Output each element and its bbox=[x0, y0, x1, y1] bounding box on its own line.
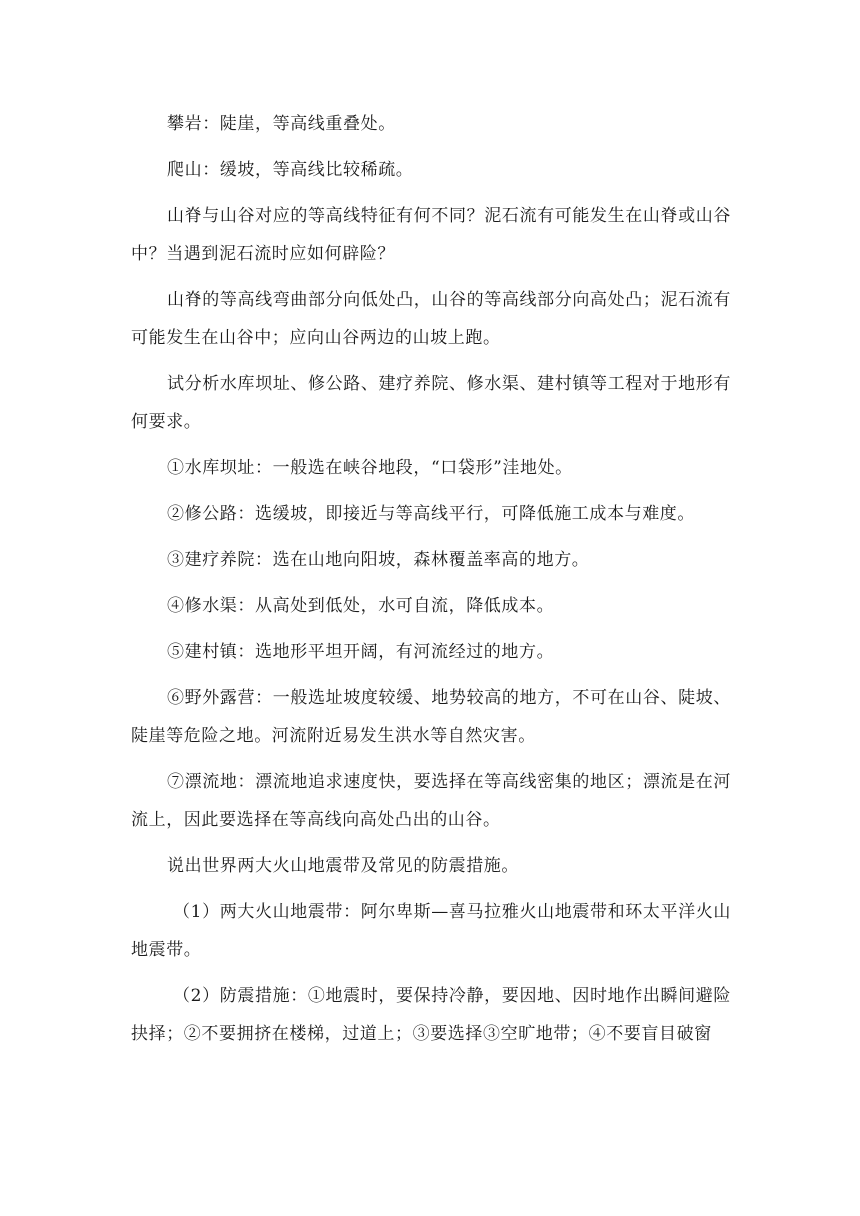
answer-reservoir-dam: ①水库坝址：一般选在峡谷地段，“口袋形”洼地处。 bbox=[167, 458, 573, 478]
question-engineering-terrain: 试分析水库坝址、修公路、建疗养院、修水渠、建村镇等工程对于地形有何要求。 bbox=[131, 374, 731, 432]
answer-seismic-belts: （1）两大火山地震带：阿尔卑斯—喜马拉雅火山地震带和环太平洋火山地震带。 bbox=[131, 902, 731, 960]
document-body bbox=[131, 105, 731, 1061]
question-ridge-valley: 山脊与山谷对应的等高线特征有何不同？泥石流有可能发生在山脊或山谷中？当遇到泥石流时应如何辟险？ bbox=[131, 206, 731, 264]
question-seismic-belts: 说出世界两大火山地震带及常见的防震措施。 bbox=[167, 856, 519, 876]
answer-village: ⑤建村镇：选地形平坦开阔，有河流经过的地方。 bbox=[167, 642, 555, 662]
answer-canal: ④修水渠：从高处到低处，水可自流，降低成本。 bbox=[167, 596, 555, 616]
paragraph-rock-climbing: 攀岩：陡崖，等高线重叠处。 bbox=[167, 114, 396, 134]
answer-earthquake-measures: （2）防震措施：①地震时，要保持冷静，要因地、因时地作出瞬间避险抉择；②不要拥挤在楼梯，过道上；③要选择③空旷地带；④不要盲目破窗 bbox=[131, 986, 731, 1044]
answer-camping: ⑥野外露营：一般选址坡度较缓、地势较高的地方，不可在山谷、陡坡、陡崖等危险之地。河流附近易发生洪水等自然灾害。 bbox=[131, 688, 731, 746]
answer-rafting: ⑦漂流地：漂流地追求速度快，要选择在等高线密集的地区；漂流是在河流上，因此要选择在等高线向高处凸出的山谷。 bbox=[131, 772, 731, 830]
answer-sanatorium: ③建疗养院：选在山地向阳坡，森林覆盖率高的地方。 bbox=[167, 550, 590, 570]
paragraph-hiking: 爬山：缓坡，等高线比较稀疏。 bbox=[167, 160, 414, 180]
answer-road-building: ②修公路：选缓坡，即接近与等高线平行，可降低施工成本与难度。 bbox=[167, 504, 695, 524]
answer-ridge-valley: 山脊的等高线弯曲部分向低处凸，山谷的等高线部分向高处凸；泥石流有可能发生在山谷中；应向山谷两边的山坡上跑。 bbox=[131, 290, 731, 348]
